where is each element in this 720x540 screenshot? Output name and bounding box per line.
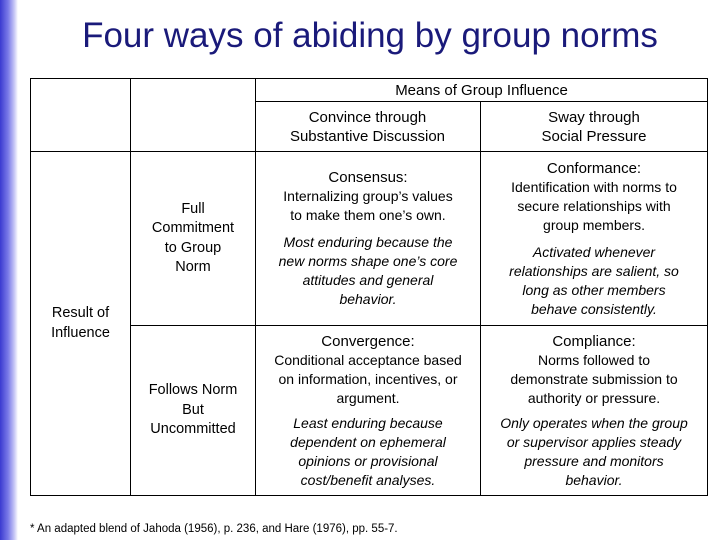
result-header: Result of Influence (51, 305, 110, 341)
compliance-heading: Compliance: (552, 332, 636, 350)
table-border-right (707, 78, 708, 496)
convergence-heading: Convergence: (321, 332, 415, 350)
column-header-pressure: Sway through Social Pressure (541, 108, 647, 145)
slide-accent-bar (0, 0, 18, 540)
cell-convergence: Convergence: Conditional acceptance based on information, incentives, or argument. Least enduring because dependent on ephemeral opinions or provisional cost/benefit analyses. (274, 332, 462, 488)
table-border-bottom (30, 495, 708, 496)
slide-title: Four ways of abiding by group norms (82, 16, 658, 55)
column-header-discussion: Convince through Substantive Discussion (289, 108, 446, 145)
row-header-full-commitment: Full Commitment to Group Norm (151, 200, 235, 275)
row-header-uncommitted: Follows Norm But Uncommitted (148, 382, 238, 438)
cell-conformance: Conformance: Identification with norms to secure relationships with group members. Activated whenever relationships are salient, so long as other members behave consistently. (509, 159, 679, 317)
means-header: Means of Group Influence (395, 81, 568, 99)
consensus-heading: Consensus: (328, 169, 408, 186)
conformance-heading: Conformance: (546, 159, 642, 177)
footnote: * An adapted blend of Jahoda (1956), p. 236, and Hare (1976), pp. 55-7. (30, 523, 398, 535)
cell-consensus: Consensus: Internalizing group’s values to make them one’s own. Most enduring because the new norms shape one’s core attitudes and general behavior. (278, 169, 458, 307)
cell-compliance: Compliance: Norms followed to demonstrate submission to authority or pressure. Only operates when the group or supervisor applies steady pressure and monitors behavior. (500, 332, 688, 488)
